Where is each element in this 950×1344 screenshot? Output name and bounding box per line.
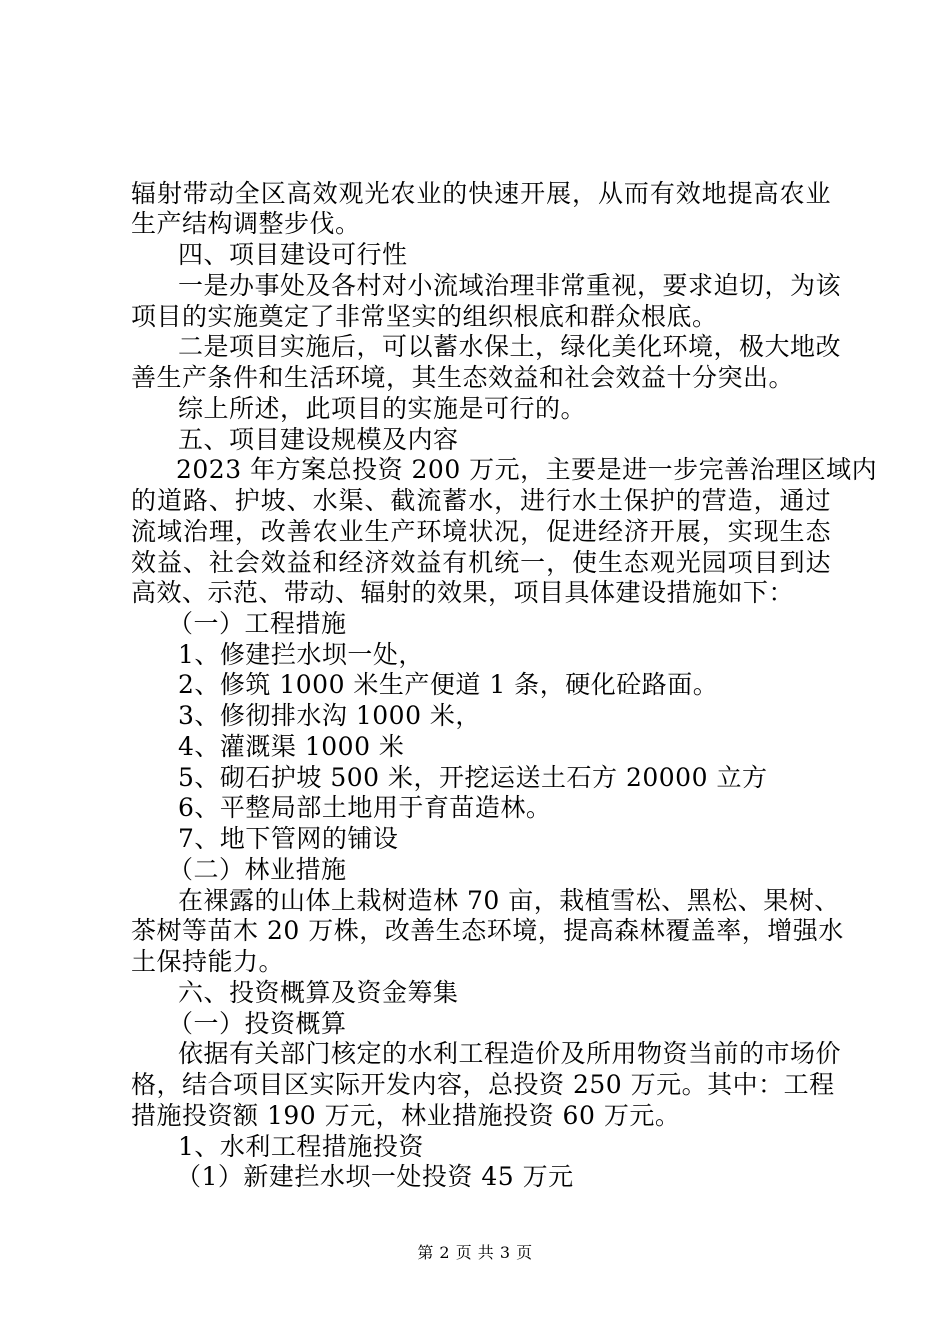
section-heading: 六、投资概算及资金筹集 — [178, 978, 459, 1007]
list-item: （1）新建拦水坝一处投资 45 万元 — [176, 1162, 574, 1191]
list-item: 3、修彻排水沟 1000 米， — [178, 701, 481, 730]
paragraph-line: 流域治理，改善农业生产环境状况，促进经济开展，实现生态 — [131, 517, 831, 546]
paragraph-line: 土保持能力。 — [131, 947, 285, 976]
paragraph-line: 格，结合项目区实际开发内容，总投资 250 万元。其中：工程 — [131, 1070, 835, 1099]
subsection-heading: （一）工程措施 — [168, 609, 347, 638]
subsection-heading: （一）投资概算 — [168, 1009, 347, 1038]
paragraph-line: 综上所述，此项目的实施是可行的。 — [178, 394, 587, 423]
list-item: 4、灌溉渠 1000 米 — [178, 732, 405, 761]
paragraph-line: 依据有关部门核定的水利工程造价及所用物资当前的市场价 — [178, 1039, 842, 1068]
subsection-heading: （二）林业措施 — [168, 855, 347, 884]
section-heading: 四、项目建设可行性 — [178, 240, 408, 269]
paragraph-line: 一是办事处及各村对小流域治理非常重视，要求迫切，为该 — [178, 271, 842, 300]
paragraph-line: 的道路、护坡、水渠、截流蓄水，进行水土保护的营造，通过 — [131, 486, 831, 515]
list-item: 2、修筑 1000 米生产便道 1 条，硬化砼路面。 — [178, 670, 719, 699]
paragraph-line: 措施投资额 190 万元，林业措施投资 60 万元。 — [131, 1101, 681, 1130]
paragraph-line: 效益、社会效益和经济效益有机统一，使生态观光园项目到达 — [131, 548, 831, 577]
list-item: 1、修建拦水坝一处， — [178, 640, 424, 669]
paragraph-line: 二是项目实施后，可以蓄水保土，绿化美化环境，极大地改 — [178, 332, 842, 361]
paragraph-line: 善生产条件和生活环境，其生态效益和社会效益十分突出。 — [131, 363, 795, 392]
paragraph-line: 辐射带动全区高效观光农业的快速开展，从而有效地提高农业 — [131, 179, 831, 208]
paragraph-line: 在裸露的山体上栽树造林 70 亩，栽植雪松、黑松、果树、 — [178, 886, 840, 915]
paragraph-line: 生产结构调整步伐。 — [131, 209, 361, 238]
list-item: 1、水利工程措施投资 — [178, 1132, 424, 1161]
list-item: 5、砌石护坡 500 米，开挖运送土石方 20000 立方 — [178, 763, 768, 792]
paragraph-line: 项目的实施奠定了非常坚实的组织根底和群众根底。 — [131, 302, 718, 331]
list-item: 6、平整局部土地用于育苗造林。 — [178, 793, 552, 822]
section-heading: 五、项目建设规模及内容 — [178, 425, 459, 454]
paragraph-line: 2023 年方案总投资 200 万元，主要是进一步完善治理区域内 — [176, 455, 878, 484]
page-footer: 第 2 页 共 3 页 — [417, 1243, 533, 1262]
paragraph-line: 高效、示范、带动、辐射的效果，项目具体建设措施如下： — [131, 578, 795, 607]
paragraph-line: 茶树等苗木 20 万株，改善生态环境，提高森林覆盖率，增强水 — [131, 916, 844, 945]
list-item: 7、地下管网的铺设 — [178, 824, 399, 853]
